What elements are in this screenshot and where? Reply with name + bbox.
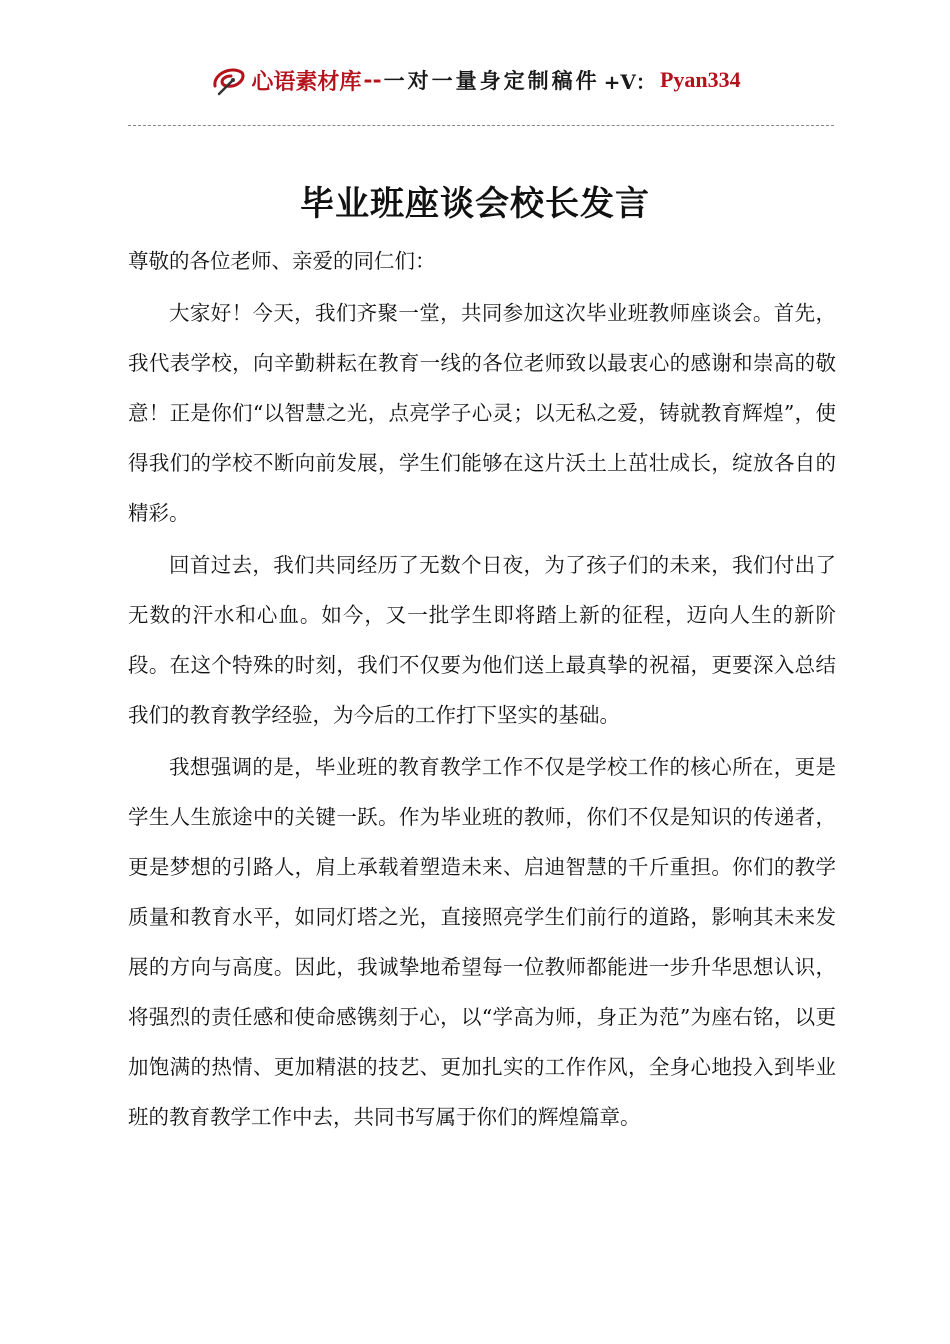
header-plus-v: +V： [603,69,656,94]
body-paragraph-3: 我想强调的是，毕业班的教育教学工作不仅是学校工作的核心所在，更是学生人生旅途中的关键一跃。作为毕业班的教师，你们不仅是知识的传递者，更是梦想的引路人，肩上承载着塑造未来、启迪智慧的千斤重担。你们的教学质量和教育水平，如同灯塔之光，直接照亮学生们前行的道路，影响其未来发展的方向与高度。因此，我诚挚地希望每一位教师都能进一步升华思想认识，将强烈的责任感和使命感镌刻于心，以“学高为师，身正为范”为座右铭，以更加饱满的热情、更加精湛的技艺、更加扎实的工作作风，全身心地投入到毕业班的教育教学工作中去，共同书写属于你们的辉煌篇章。 [128,755,836,1129]
salutation: 尊敬的各位老师、亲爱的同仁们： [128,249,436,273]
document-body [128,236,836,1142]
header-separator: -- [363,67,382,93]
header-divider [128,125,834,126]
document-title: 毕业班座谈会校长发言 [300,184,650,224]
header-tagline: 一对一量身定制稿件 [383,69,600,93]
header-contact: Pyan334 [659,67,741,92]
swirl-pen-logo-icon [209,60,249,100]
body-paragraph-2: 回首过去，我们共同经历了无数个日夜，为了孩子们的未来，我们付出了无数的汗水和心血。如今，又一批学生即将踏上新的征程，迈向人生的新阶段。在这个特殊的时刻，我们不仅要为他们送上最真挚的祝福，更要深入总结我们的教育教学经验，为今后的工作打下坚实的基础。 [128,553,836,727]
body-paragraph-1: 大家好！今天，我们齐聚一堂，共同参加这次毕业班教师座谈会。首先，我代表学校，向辛勤耕耘在教育一线的各位老师致以最衷心的感谢和崇高的敬意！正是你们“以智慧之光，点亮学子心灵；以无私之爱，铸就教育辉煌”，使得我们的学校不断向前发展，学生们能够在这片沃土上茁壮成长，绽放各自的精彩。 [128,301,836,525]
page-header [0,52,950,108]
brand-name: 心语素材库 [251,68,362,95]
